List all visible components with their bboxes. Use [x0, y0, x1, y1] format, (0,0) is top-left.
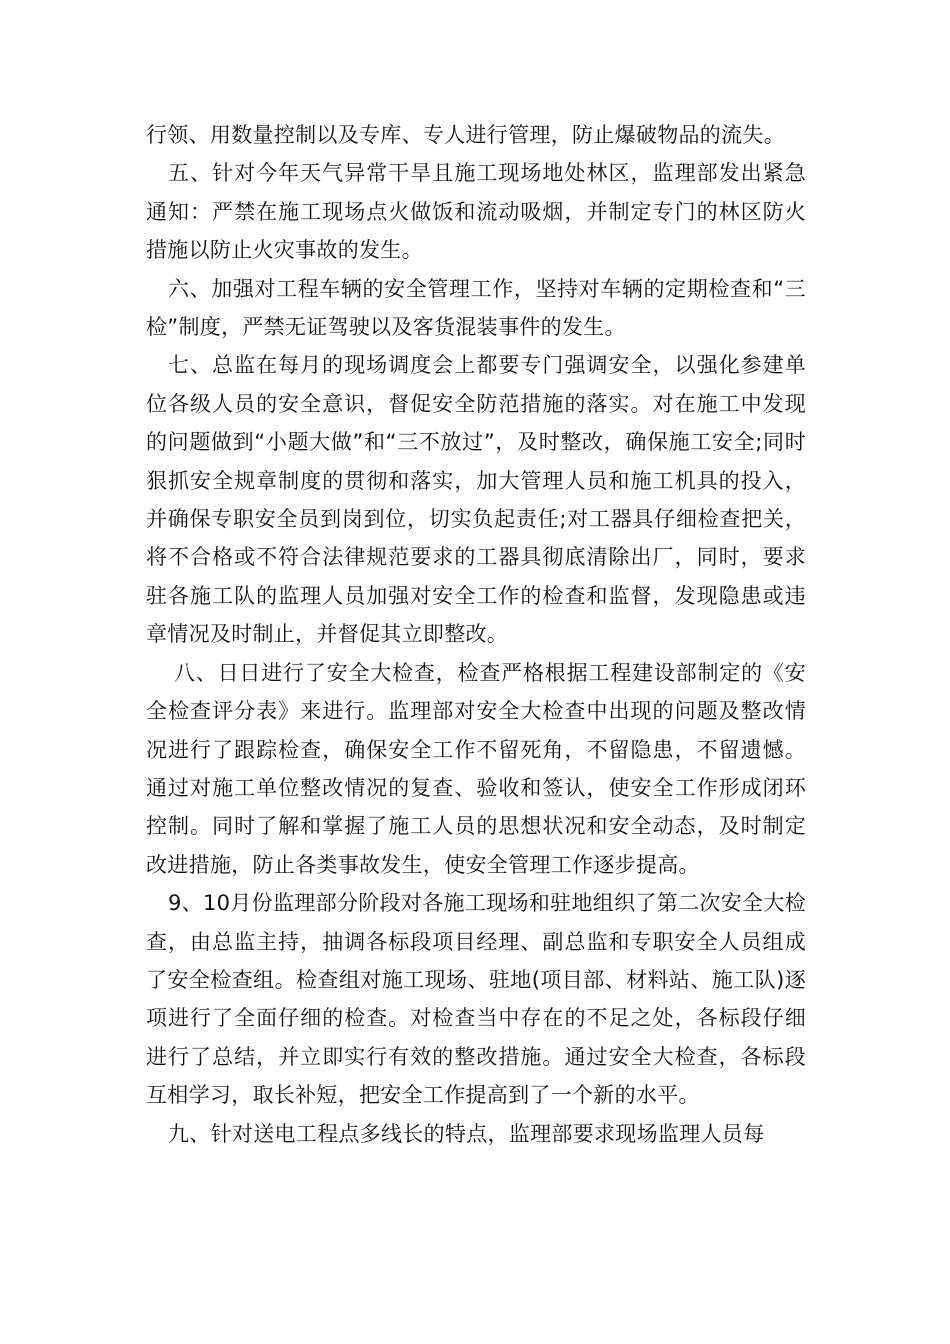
paragraph-item-5: 五、针对今年天气异常干旱且施工现场地处林区，监理部发出紧急通知：严禁在施工现场点火做饭和流动吸烟，并制定专门的林区防火措施以防止火灾事故的发生。	[146, 161, 806, 263]
paragraph-item-6: 六、加强对工程车辆的安全管理工作，坚持对车辆的定期检查和“三检”制度，严禁无证驾驶以及客货混装事件的发生。	[146, 276, 806, 340]
paragraph-continuation: 行领、用数量控制以及专库、专人进行管理，防止爆破物品的流失。	[146, 123, 785, 147]
paragraph-item-9: 九、针对送电工程点多线长的特点，监理部要求现场监理人员每	[168, 1121, 765, 1146]
paragraph-item-8: 八、日日进行了安全大检查，检查严格根据工程建设部制定的《安全检查评分表》来进行。监理部对安全大检查中出现的问题及整改情况进行了跟踪检查，确保安全工作不留死角，不留隐患，不留遗憾。通过对施工单位整改情况的复查、验收和签认，使安全工作形成闭环控制。同时了解和掌握了施工人员的思想状况和安全动态，及时制定改进措施，防止各类事故发生，使安全管理工作逐步提高。	[146, 660, 806, 877]
paragraph-item-7: 七、总监在每月的现场调度会上都要专门强调安全，以强化参建单位各级人员的安全意识，督促安全防范措施的落实。对在施工中发现的问题做到“小题大做”和“三不放过”，及时整改，确保施工安全;同时狠抓安全规章制度的贯彻和落实，加大管理人员和施工机具的投入，并确保专职安全员到岗到位，切实负起责任;对工器具仔细检查把关，将不合格或不符合法律规范要求的工器具彻底清除出厂，同时，要求驻各施工队的监理人员加强对安全工作的检查和监督，发现隐患或违章情况及时制止，并督促其立即整改。	[146, 353, 806, 647]
document-body	[146, 116, 806, 1153]
paragraph-item-9-numeric: 9、10月份监理部分阶段对各施工现场和驻地组织了第二次安全大检查，由总监主持，抽调各标段项目经理、副总监和专职安全人员组成了安全检查组。检查组对施工现场、驻地(项目部、材料站、施工队)逐项进行了全面仔细的检查。对检查当中存在的不足之处，各标段仔细进行了总结，并立即实行有效的整改措施。通过安全大检查，各标段互相学习，取长补短，把安全工作提高到了一个新的水平。	[146, 891, 806, 1108]
